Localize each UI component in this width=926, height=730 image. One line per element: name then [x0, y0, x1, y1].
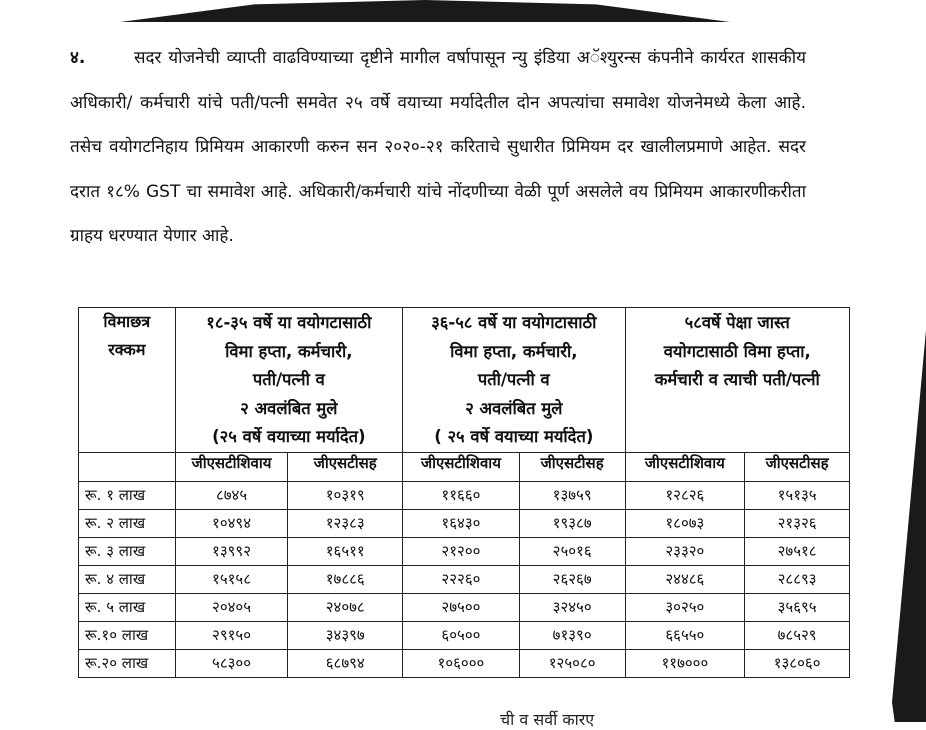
row-amount: रू. ३ लाख	[79, 537, 176, 565]
premium-cell: २७५१८	[745, 537, 850, 565]
premium-cell: २८८९३	[745, 565, 850, 593]
header-sum-insured: विमाछत्र रक्कम	[79, 308, 176, 453]
premium-cell: १५१३५	[745, 481, 850, 509]
row-amount: रू. २ लाख	[79, 509, 176, 537]
table-row	[79, 593, 850, 621]
table-group-header-row	[79, 308, 850, 453]
premium-cell: ११६६०	[403, 481, 520, 509]
subheader-without-gst: जीएसटीशिवाय	[175, 452, 288, 481]
premium-cell: ६०५००	[403, 621, 520, 649]
premium-cell: १६४३०	[403, 509, 520, 537]
row-amount: रू.१० लाख	[79, 621, 176, 649]
premium-cell: १८०७३	[625, 509, 745, 537]
premium-cell: २०४०५	[175, 593, 288, 621]
premium-cell: १०३१९	[288, 481, 403, 509]
premium-cell: २२२६०	[403, 565, 520, 593]
premium-cell: १७८८६	[288, 565, 403, 593]
premium-cell: ३०२५०	[625, 593, 745, 621]
premium-cell: २१३२६	[745, 509, 850, 537]
header-age-18-35: १८-३५ वर्षे या वयोगटासाठी विमा हप्ता, कर्मचारी, पती/पत्नी व २ अवलंबित मुले (२५ वर्षे वयाच्या मर्यादेत)	[175, 308, 402, 453]
paragraph-4	[70, 36, 806, 259]
premium-cell: ७८५२९	[745, 621, 850, 649]
table-row	[79, 481, 850, 509]
paragraph-number: ४.	[70, 48, 86, 68]
premium-cell: २१२००	[403, 537, 520, 565]
paragraph-text: सदर योजनेची व्याप्ती वाढविण्याच्या दृष्टीने मागील वर्षापासून न्यु इंडिया अॅश्युरन्स कंपनीने कार्यरत शासकीय अधिकारी/ कर्मचारी यांचे पती/पत्नी समवेत २५ वर्षे वयाच्या मर्यादेतील दोन अपत्यांचा समावेश योजनेमध्ये केला आहे. तसेच वयोगटनिहाय प्रिमियम आकारणी करुन सन २०२०-२१ करिताचे सुधारीत प्रिमियम दर खालीलप्रमाणे आहेत. सदर दरात १८% GST चा समावेश आहे. अधिकारी/कर्मचारी यांचे नोंदणीच्या वेळी पूर्ण असलेले वय प्रिमियम आकारणीकरीता ग्राहय धरण्यात येणार आहे.	[70, 48, 806, 246]
premium-cell: ७१३९०	[519, 621, 625, 649]
table-row	[79, 565, 850, 593]
premium-cell: ३५६९५	[745, 593, 850, 621]
table-row	[79, 649, 850, 677]
header-age-36-58: ३६-५८ वर्षे या वयोगटासाठी विमा हप्ता, कर्मचारी, पती/पत्नी व २ अवलंबित मुले ( २५ वर्षे वयाच्या मर्यादेत)	[403, 308, 625, 453]
premium-cell: २४४८६	[625, 565, 745, 593]
premium-cell: ३२४५०	[519, 593, 625, 621]
premium-cell: २३३२०	[625, 537, 745, 565]
subheader-with-gst: जीएसटीसह	[519, 452, 625, 481]
premium-cell: ६६५५०	[625, 621, 745, 649]
premium-cell: २९१५०	[175, 621, 288, 649]
premium-rate-table	[78, 307, 850, 678]
row-amount: रू. ४ लाख	[79, 565, 176, 593]
table-row	[79, 537, 850, 565]
row-amount: रू. ५ लाख	[79, 593, 176, 621]
scan-shadow-top	[120, 0, 730, 22]
premium-cell: ६८७९४	[288, 649, 403, 677]
table-body	[79, 481, 850, 677]
premium-cell: १३७५९	[519, 481, 625, 509]
premium-cell: ११७०००	[625, 649, 745, 677]
premium-cell: १२८२६	[625, 481, 745, 509]
premium-cell: ३४३९७	[288, 621, 403, 649]
premium-cell: १२३८३	[288, 509, 403, 537]
footer-cut-text: ची व सर्वी कारए	[500, 710, 595, 729]
subheader-with-gst: जीएसटीसह	[288, 452, 403, 481]
subheader-with-gst: जीएसटीसह	[745, 452, 850, 481]
premium-cell: १६५११	[288, 537, 403, 565]
premium-cell: १०६०००	[403, 649, 520, 677]
premium-cell: ८७४५	[175, 481, 288, 509]
subheader-without-gst: जीएसटीशिवाय	[625, 452, 745, 481]
table-row	[79, 621, 850, 649]
premium-cell: ५८३००	[175, 649, 288, 677]
premium-cell: १०४९४	[175, 509, 288, 537]
premium-cell: २४०७८	[288, 593, 403, 621]
premium-cell: २६२६७	[519, 565, 625, 593]
premium-cell: २५०१६	[519, 537, 625, 565]
premium-cell: १९३८७	[519, 509, 625, 537]
header-age-above-58: ५८वर्षे पेक्षा जास्त वयोगटासाठी विमा हप्ता, कर्मचारी व त्याची पती/पत्नी	[625, 308, 849, 453]
premium-cell: १३९९२	[175, 537, 288, 565]
row-amount: रू.२० लाख	[79, 649, 176, 677]
subheader-blank	[79, 452, 176, 481]
row-amount: रू. १ लाख	[79, 481, 176, 509]
table-subheader-row	[79, 452, 850, 481]
premium-cell: १५१५८	[175, 565, 288, 593]
premium-cell: १२५०८०	[519, 649, 625, 677]
premium-cell: २७५००	[403, 593, 520, 621]
table-row	[79, 509, 850, 537]
scan-shadow-right	[892, 330, 926, 722]
subheader-without-gst: जीएसटीशिवाय	[403, 452, 520, 481]
premium-cell: १३८०६०	[745, 649, 850, 677]
